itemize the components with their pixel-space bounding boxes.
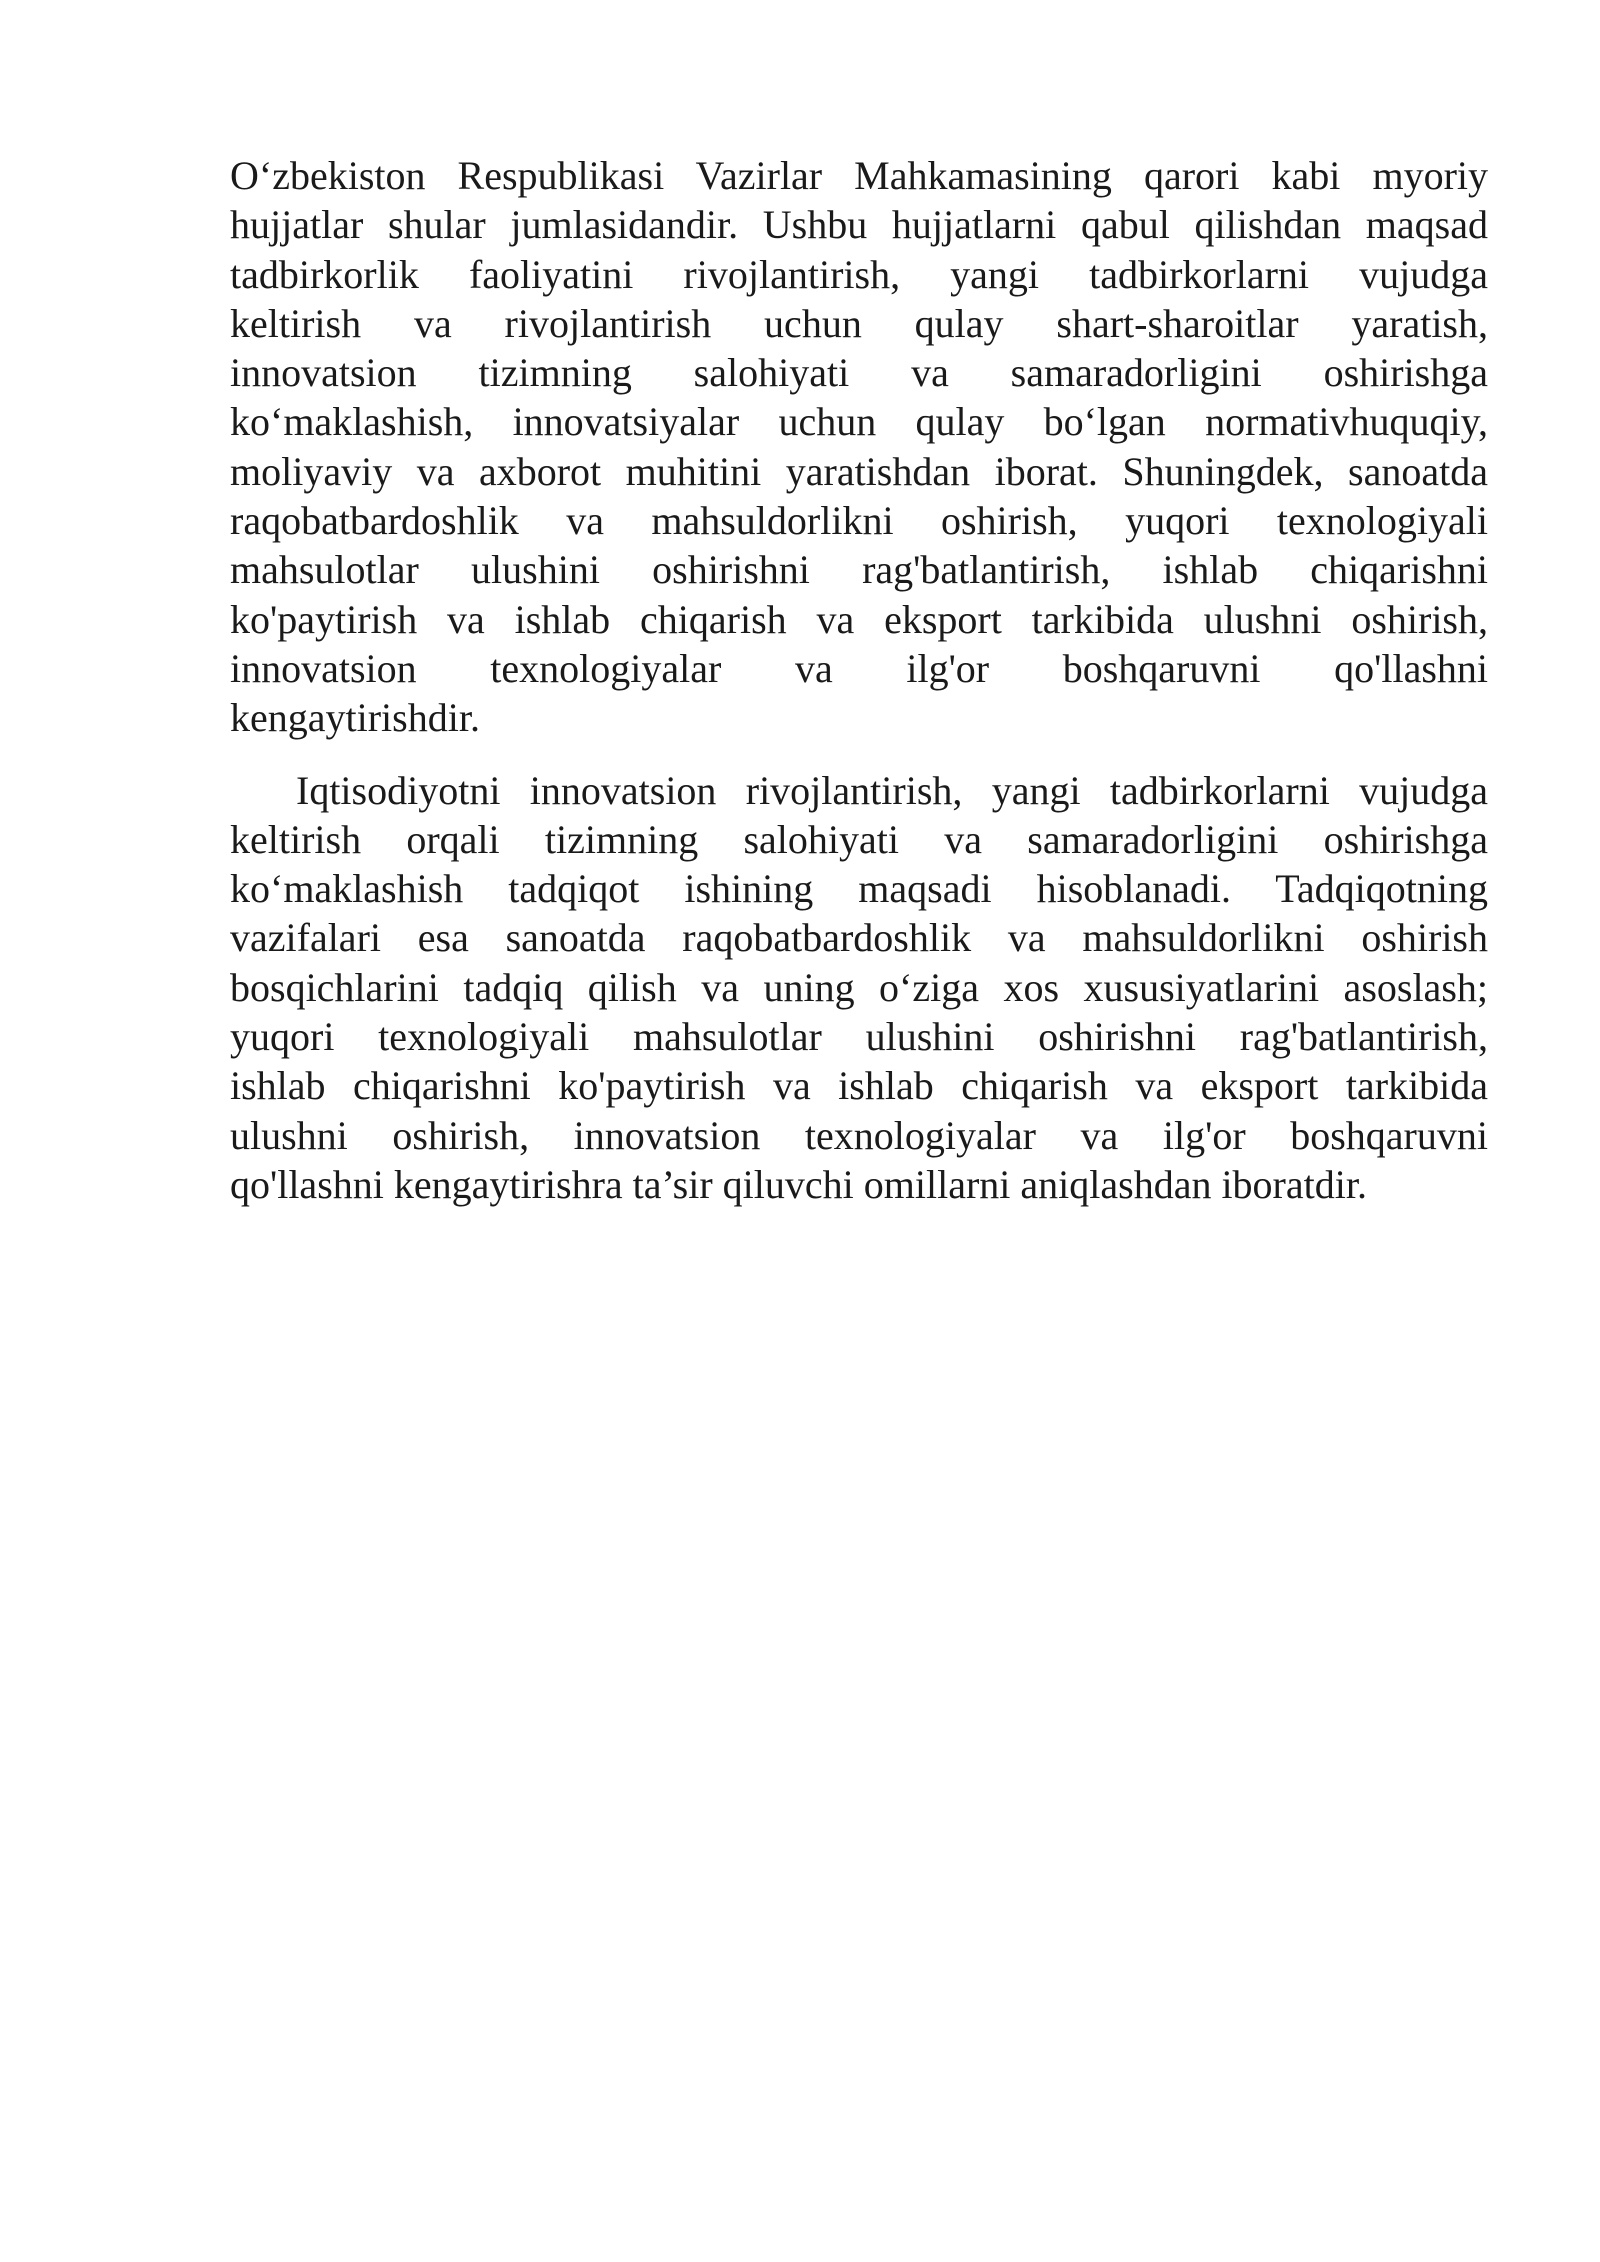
paragraph-line: bosqichlarini tadqiq qilish va uning o‘ziga xos xususiyatlarini asoslash; — [230, 964, 1488, 1010]
paragraph-line: ulushni oshirish, innovatsion texnologiyalar va ilg'or boshqaruvni — [230, 1112, 1488, 1158]
paragraph-line: keltirish orqali tizimning salohiyati va samaradorligini oshirishga — [230, 816, 1488, 862]
paragraph-line: kengaytirishdir. — [230, 695, 480, 741]
paragraph-line: innovatsion texnologiyalar va ilg'or boshqaruvni qo'llashni — [230, 645, 1488, 691]
paragraph-1 — [230, 151, 1488, 743]
paragraph-line: ishlab chiqarishni ko'paytirish va ishlab chiqarish va eksport tarkibida — [230, 1063, 1488, 1109]
paragraph-line: mahsulotlar ulushini oshirishni rag'batlantirish, ishlab chiqarishni — [230, 547, 1488, 593]
paragraph-line: ko‘maklashish tadqiqot ishining maqsadi hisoblanadi. Tadqiqotning — [230, 866, 1488, 912]
paragraph-line: yuqori texnologiyali mahsulotlar ulushini oshirishni rag'batlantirish, — [230, 1014, 1488, 1060]
paragraph-line: qo'llashni kengaytirishra ta’sir qiluvchi omillarni aniqlashdan iboratdir. — [230, 1161, 1367, 1207]
paragraph-line: vazifalari esa sanoatda raqobatbardoshlik va mahsuldorlikni oshirish — [230, 915, 1488, 961]
paragraph-line: raqobatbardoshlik va mahsuldorlikni oshirish, yuqori texnologiyali — [230, 498, 1488, 544]
paragraph-line: ko‘maklashish, innovatsiyalar uchun qulay bo‘lgan normativhuquqiy, — [230, 399, 1488, 445]
paragraph-line: Iqtisodiyotni innovatsion rivojlantirish, yangi tadbirkorlarni vujudga — [296, 767, 1488, 813]
paragraph-line: keltirish va rivojlantirish uchun qulay shart-sharoitlar yaratish, — [230, 300, 1488, 346]
document-body — [230, 151, 1488, 1209]
paragraph-line: ko'paytirish va ishlab chiqarish va eksport tarkibida ulushni oshirish, — [230, 596, 1488, 642]
paragraph-line: O‘zbekiston Respublikasi Vazirlar Mahkamasining qarori kabi myoriy — [230, 153, 1488, 198]
paragraph-2 — [230, 766, 1488, 1210]
paragraph-line: innovatsion tizimning salohiyati va samaradorligini oshirishga — [230, 350, 1488, 396]
paragraph-line: tadbirkorlik faoliyatini rivojlantirish, yangi tadbirkorlarni vujudga — [230, 251, 1488, 297]
paragraph-line: hujjatlar shular jumlasidandir. Ushbu hujjatlarni qabul qilishdan maqsad — [230, 202, 1488, 248]
paragraph-line: moliyaviy va axborot muhitini yaratishdan iborat. Shuningdek, sanoatda — [230, 448, 1488, 494]
